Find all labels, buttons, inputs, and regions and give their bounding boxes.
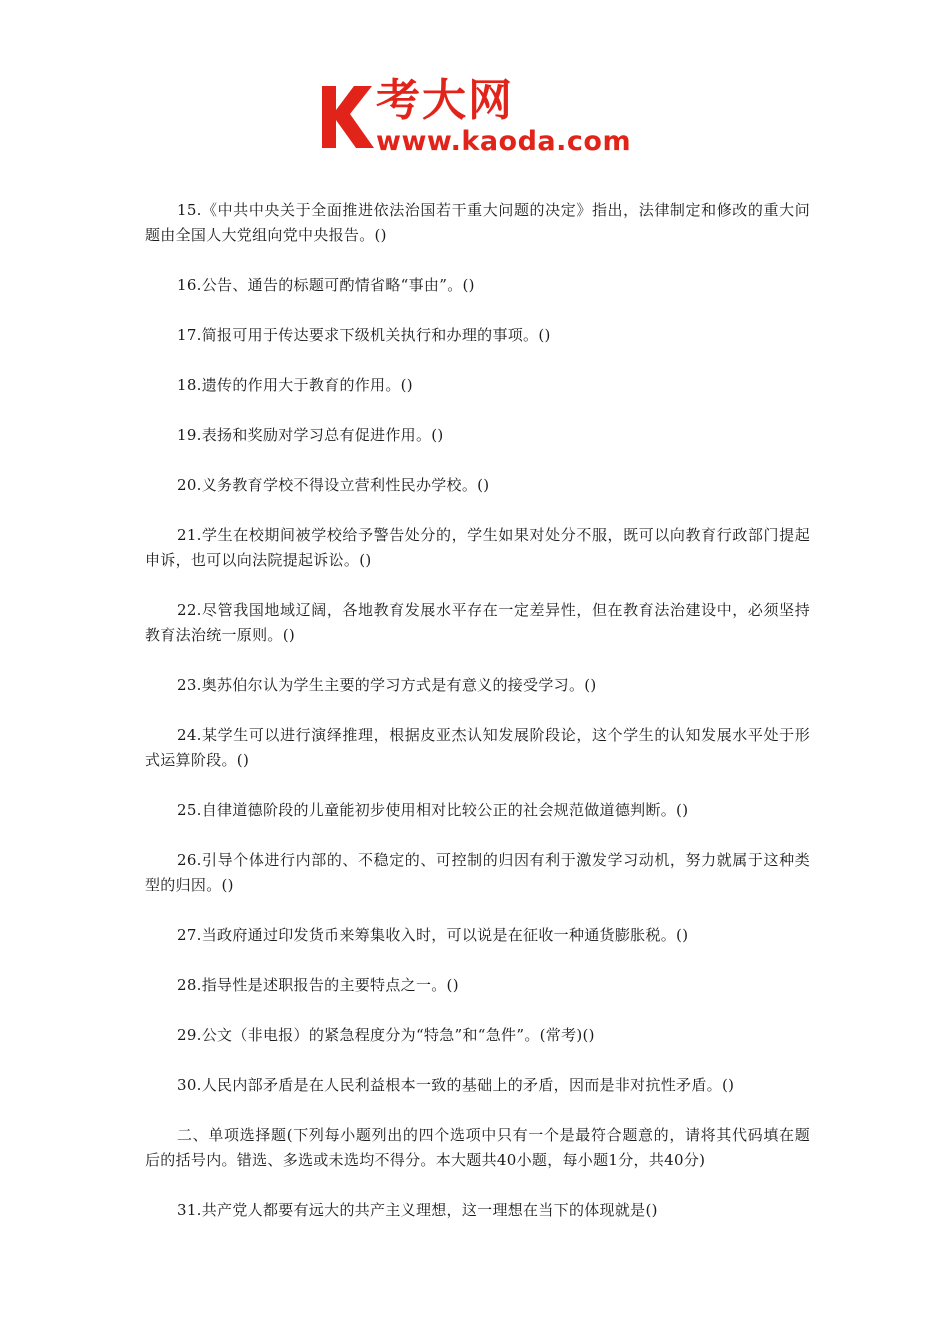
question-25: 25.自律道德阶段的儿童能初步使用相对比较公正的社会规范做道德判断。() [177, 801, 689, 819]
logo-url: www.kaoda.com [376, 126, 632, 157]
question-17: 17.简报可用于传达要求下级机关执行和办理的事项。() [177, 326, 551, 344]
question-27: 27.当政府通过印发货币来筹集收入时，可以说是在征收一种通货膨胀税。() [177, 926, 689, 944]
kaoda-logo[interactable] [318, 75, 638, 160]
question-23: 23.奥苏伯尔认为学生主要的学习方式是有意义的接受学习。() [177, 676, 597, 694]
question-16: 16.公告、通告的标题可酌情省略“事由”。() [177, 276, 475, 294]
question-31: 31.共产党人都要有远大的共产主义理想，这一理想在当下的体现就是() [177, 1201, 658, 1219]
question-26: 26.引导个体进行内部的、不稳定的、可控制的归因有利于激发学习动机，努力就属于这种类型的归因。() [145, 851, 810, 894]
section-heading-single-choice: 二、单项选择题(下列每小题列出的四个选项中只有一个是最符合题意的，请将其代码填在题后的括号内。错选、多选或未选均不得分。本大题共40小题，每小题1分，共40分) [145, 1126, 810, 1169]
k-mark-icon [318, 80, 378, 152]
question-19: 19.表扬和奖励对学习总有促进作用。() [177, 426, 444, 444]
question-29: 29.公文（非电报）的紧急程度分为“特急”和“急件”。(常考)() [177, 1026, 595, 1044]
question-21: 21.学生在校期间被学校给予警告处分的，学生如果对处分不服，既可以向教育行政部门提起申诉，也可以向法院提起诉讼。() [145, 526, 810, 569]
question-28: 28.指导性是述职报告的主要特点之一。() [177, 976, 459, 994]
logo-site-name: 考大网 [376, 75, 514, 126]
question-18: 18.遗传的作用大于教育的作用。() [177, 376, 413, 394]
question-30: 30.人民内部矛盾是在人民利益根本一致的基础上的矛盾，因而是非对抗性矛盾。() [177, 1076, 735, 1094]
question-24: 24.某学生可以进行演绎推理，根据皮亚杰认知发展阶段论，这个学生的认知发展水平处于形式运算阶段。() [145, 726, 810, 769]
question-22: 22.尽管我国地域辽阔，各地教育发展水平存在一定差异性，但在教育法治建设中，必须坚持教育法治统一原则。() [145, 601, 810, 644]
question-20: 20.义务教育学校不得设立营利性民办学校。() [177, 476, 490, 494]
question-15: 15.《中共中央关于全面推进依法治国若干重大问题的决定》指出，法律制定和修改的重大问题由全国人大党组向党中央报告。() [145, 201, 810, 244]
question-list [145, 198, 810, 1248]
